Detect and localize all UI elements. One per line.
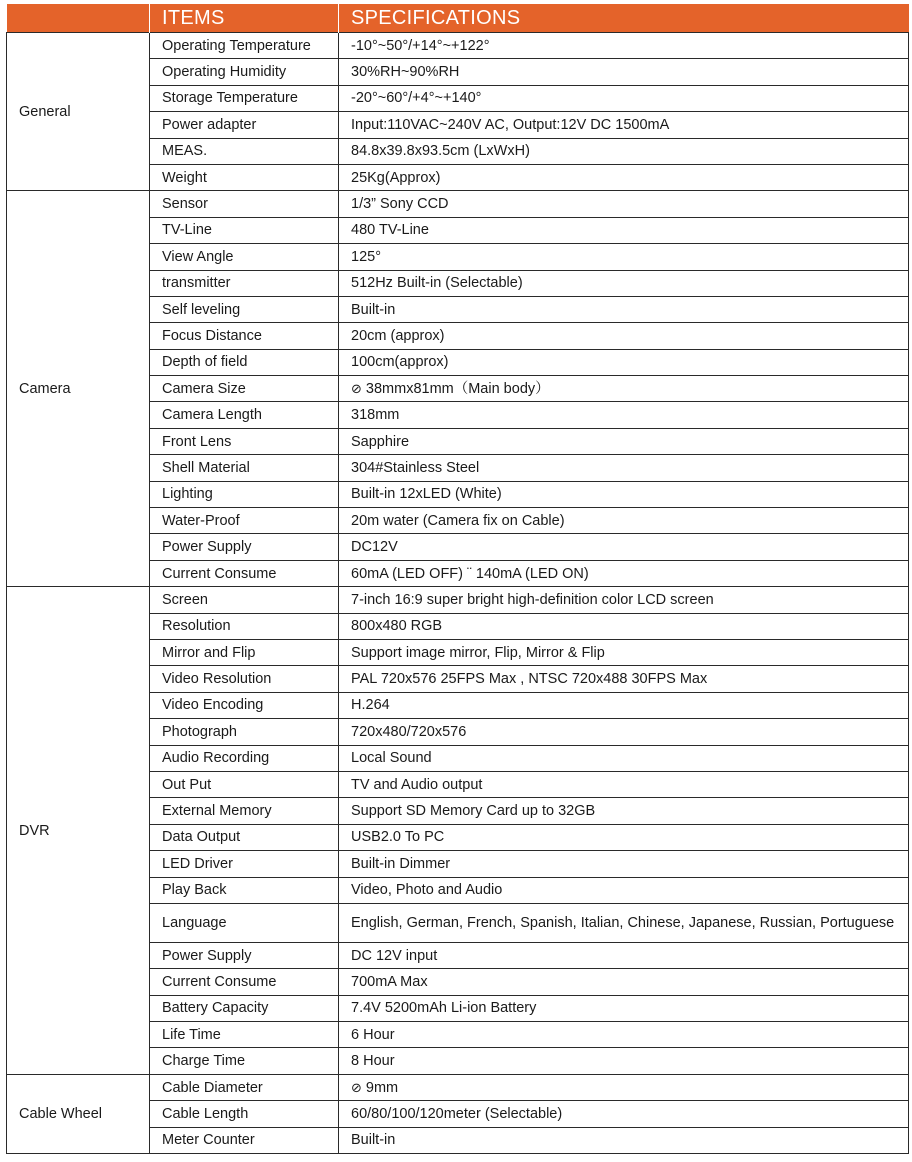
table-body [7,33,909,1154]
spec-text: 9mm [365,1079,399,1096]
spec-cell [339,613,909,639]
table-row [7,1074,909,1100]
spec-text: -20°~60°/+4°~+140° [351,90,482,107]
spec-cell [339,1101,909,1127]
item-cell: Photograph [150,719,339,745]
spec-text: 25Kg(Approx) [351,169,441,186]
spec-text: USB2.0 To PC [351,829,445,846]
item-cell: Meter Counter [150,1127,339,1153]
spec-cell [339,455,909,481]
spec-cell [339,323,909,349]
item-cell: Play Back [150,877,339,903]
item-cell: Storage Temperature [150,85,339,111]
spec-text: 1/3” Sony CCD [351,196,449,213]
spec-cell [339,164,909,190]
item-cell: Audio Recording [150,745,339,771]
spec-text: 720x480/720x576 [351,723,467,740]
item-cell: Water-Proof [150,508,339,534]
spec-table [6,4,908,1154]
spec-text: 38mmx81mm（Main body） [365,380,550,397]
item-cell: Power Supply [150,534,339,560]
item-cell: Charge Time [150,1048,339,1074]
spec-cell [339,59,909,85]
spec-text: 60/80/100/120meter (Selectable) [351,1105,563,1122]
spec-text: Built-in Dimmer [351,855,451,872]
item-cell: TV-Line [150,217,339,243]
spec-cell [339,771,909,797]
spec-cell [339,824,909,850]
spec-cell [339,587,909,613]
item-cell: Battery Capacity [150,995,339,1021]
spec-cell [339,244,909,270]
item-cell: Focus Distance [150,323,339,349]
item-cell: Current Consume [150,969,339,995]
spec-cell [339,995,909,1021]
spec-cell [339,349,909,375]
spec-cell [339,296,909,322]
header-specifications: SPECIFICATIONS [339,4,909,33]
item-cell: Weight [150,164,339,190]
item-cell: Shell Material [150,455,339,481]
spec-cell [339,1127,909,1153]
spec-cell [339,969,909,995]
spec-cell [339,798,909,824]
spec-cell [339,376,909,402]
spec-text: 84.8x39.8x93.5cm (LxWxH) [351,143,530,160]
spec-cell [339,692,909,718]
item-cell: Camera Length [150,402,339,428]
spec-text: 304#Stainless Steel [351,459,480,476]
spec-cell [339,851,909,877]
spec-cell [339,1048,909,1074]
item-cell: Cable Length [150,1101,339,1127]
item-cell: Depth of field [150,349,339,375]
item-cell: MEAS. [150,138,339,164]
spec-cell [339,666,909,692]
spec-cell [339,138,909,164]
spec-cell [339,1022,909,1048]
group-label: DVR [7,587,150,1075]
group-label: Cable Wheel [7,1074,150,1153]
spec-cell [339,270,909,296]
item-cell: Camera Size [150,376,339,402]
item-cell: Video Resolution [150,666,339,692]
header-blank [7,4,150,33]
spec-text: 800x480 RGB [351,618,443,635]
spec-text: 125° [351,248,381,265]
spec-cell [339,534,909,560]
spec-text: 318mm [351,407,400,424]
spec-text: Built-in 12xLED (White) [351,486,502,503]
spec-cell [339,877,909,903]
spec-text: TV and Audio output [351,776,483,793]
item-cell: Operating Temperature [150,33,339,59]
spec-text: DC12V [351,539,398,556]
item-cell: Life Time [150,1022,339,1048]
spec-text: DC 12V input [351,947,438,964]
spec-text: 700mA Max [351,973,428,990]
spec-text: 100cm(approx) [351,354,449,371]
spec-text: Built-in [351,1132,396,1149]
spec-cell [339,903,909,942]
item-cell: Sensor [150,191,339,217]
item-cell: View Angle [150,244,339,270]
spec-text: English, German, French, Spanish, Italian, Chinese, Japanese, Russian, Portuguese [351,914,895,931]
item-cell: Operating Humidity [150,59,339,85]
item-cell: Lighting [150,481,339,507]
spec-text: H.264 [351,697,390,714]
spec-cell [339,481,909,507]
spec-text: Input:110VAC~240V AC, Output:12V DC 1500mA [351,116,670,133]
spec-text: Sapphire [351,433,410,450]
spec-cell [339,428,909,454]
item-cell: Self leveling [150,296,339,322]
item-cell: Front Lens [150,428,339,454]
group-label: General [7,33,150,191]
spec-cell [339,191,909,217]
spec-text: 6 Hour [351,1026,395,1043]
spec-cell [339,112,909,138]
spec-cell [339,217,909,243]
spec-text: Video, Photo and Audio [351,882,503,899]
spec-text: 512Hz Built-in (Selectable) [351,275,523,292]
spec-cell [339,85,909,111]
spec-text: 60mA (LED OFF) ¨ 140mA (LED ON) [351,565,589,582]
table-row [7,587,909,613]
spec-text: 8 Hour [351,1053,395,1070]
spec-text: Support image mirror, Flip, Mirror & Flip [351,644,605,661]
item-cell: Power Supply [150,942,339,968]
spec-text: Support SD Memory Card up to 32GB [351,803,596,820]
spec-text: 20cm (approx) [351,327,445,344]
header-items: ITEMS [150,4,339,33]
spec-cell [339,719,909,745]
spec-text: 480 TV-Line [351,222,429,239]
item-cell: Cable Diameter [150,1074,339,1100]
spec-cell [339,745,909,771]
spec-text: Built-in [351,301,396,318]
item-cell: Out Put [150,771,339,797]
item-cell: Mirror and Flip [150,639,339,665]
item-cell: Resolution [150,613,339,639]
spec-text: -10°~50°/+14°~+122° [351,37,490,54]
spec-text: Local Sound [351,750,432,767]
item-cell: Language [150,903,339,942]
spec-text: 7.4V 5200mAh Li-ion Battery [351,1000,537,1017]
table-row [7,33,909,59]
item-cell: External Memory [150,798,339,824]
table-row [7,191,909,217]
spec-cell [339,33,909,59]
spec-text: 20m water (Camera fix on Cable) [351,512,565,529]
item-cell: Power adapter [150,112,339,138]
spec-text: 7-inch 16:9 super bright high-definition color LCD screen [351,591,714,608]
item-cell: LED Driver [150,851,339,877]
spec-cell [339,402,909,428]
item-cell: transmitter [150,270,339,296]
spec-cell [339,560,909,586]
spec-text: PAL 720x576 25FPS Max , NTSC 720x488 30FPS Max [351,671,708,688]
item-cell: Current Consume [150,560,339,586]
spec-cell [339,1074,909,1100]
spec-text: 30%RH~90%RH [351,64,460,81]
item-cell: Screen [150,587,339,613]
spec-cell [339,639,909,665]
item-cell: Data Output [150,824,339,850]
diameter-icon: ⊘ [351,1079,362,1095]
spec-cell [339,508,909,534]
group-label: Camera [7,191,150,587]
diameter-icon: ⊘ [351,380,362,396]
item-cell: Video Encoding [150,692,339,718]
table-header [7,4,909,33]
spec-cell [339,942,909,968]
